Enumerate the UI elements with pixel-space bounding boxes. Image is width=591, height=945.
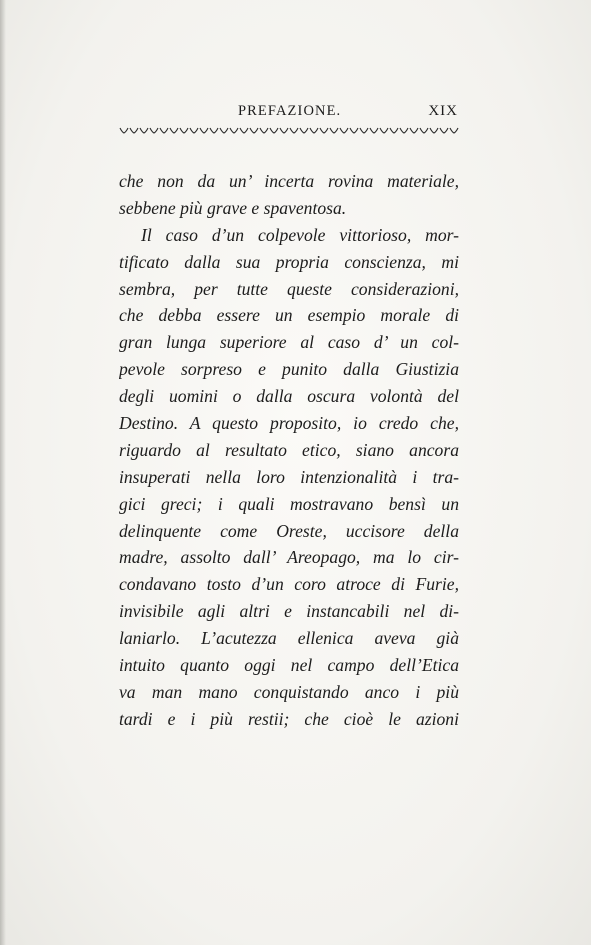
ornament-mark <box>330 128 338 133</box>
ornament-mark <box>380 128 388 133</box>
ornament-mark <box>180 128 188 133</box>
ornament-mark <box>320 128 328 133</box>
ornament-mark <box>450 128 458 133</box>
ornament-mark <box>360 128 368 133</box>
ornament-mark <box>420 128 428 133</box>
text-line: sembra, per tutte queste considerazioni, <box>119 278 459 299</box>
ornament-mark <box>170 128 178 133</box>
text-line: degli uomini o dalla oscura volontà del <box>119 386 459 407</box>
text-line: laniarlo. L’acutezza ellenica aveva già <box>119 628 459 649</box>
ornament-mark <box>440 128 448 133</box>
ornament-mark <box>280 128 288 133</box>
ornament-mark <box>210 128 218 133</box>
ornament-mark <box>220 128 228 133</box>
ornament-mark <box>290 128 298 133</box>
ornament-mark <box>300 128 308 133</box>
ornament-mark <box>350 128 358 133</box>
text-line: madre, assolto dall’ Areopago, ma lo cir- <box>119 547 459 568</box>
ornament-mark <box>200 128 208 133</box>
text-line: gici greci; i quali mostravano bensì un <box>119 493 459 514</box>
ornament-mark <box>430 128 438 133</box>
text-line: gran lunga superiore al caso d’ un col- <box>119 332 459 353</box>
page-header <box>118 103 460 123</box>
ornament-mark <box>120 128 128 133</box>
text-line: riguardo al resultato etico, siano ancora <box>119 439 459 460</box>
text-line: che debba essere un esempio morale di <box>119 305 459 326</box>
text-line: condavano tosto d’un coro atroce di Furie, <box>119 574 459 595</box>
ornament-mark <box>250 128 258 133</box>
ornament-mark <box>260 128 268 133</box>
ornament-mark <box>410 128 418 133</box>
ornament-mark <box>130 128 138 133</box>
text-line: Il caso d’un colpevole vittorioso, mor- <box>141 224 459 245</box>
page-edge-shadow <box>0 0 6 945</box>
ornament-mark <box>230 128 238 133</box>
running-title: PREFAZIONE. <box>238 103 342 119</box>
header-ornament-rule <box>118 126 460 136</box>
ornament-mark <box>390 128 398 133</box>
text-line: intuito quanto oggi nel campo dell’Etica <box>119 655 459 676</box>
ornament-mark <box>310 128 318 133</box>
text-line: va man mano conquistando anco i più <box>119 681 459 702</box>
text-line: tificato dalla sua propria conscienza, mi <box>119 251 459 272</box>
text-line: tardi e i più restii; che cioè le azioni <box>119 708 459 729</box>
text-line: sebbene più grave e spaventosa. <box>119 197 347 218</box>
ornament-mark <box>400 128 408 133</box>
text-line: pevole sorpreso e punito dalla Giustizia <box>119 359 459 380</box>
ornament-mark <box>240 128 248 133</box>
text-line: delinquente come Oreste, uccisore della <box>119 520 459 541</box>
ornament-mark <box>140 128 148 133</box>
text-line: che non da un’ incerta rovina materiale, <box>119 171 459 191</box>
body-text <box>119 168 459 733</box>
ornament-mark <box>340 128 348 133</box>
text-line: Destino. A questo proposito, io credo che, <box>119 413 459 434</box>
text-line: invisibile agli altri e instancabili nel di- <box>119 601 459 622</box>
page-number: XIX <box>428 103 458 119</box>
ornament-mark <box>270 128 278 133</box>
ornament-mark <box>190 128 198 133</box>
ornament-mark <box>160 128 168 133</box>
text-line: insuperati nella loro intenzionalità i tra- <box>119 466 459 487</box>
ornament-mark <box>370 128 378 133</box>
ornament-mark <box>150 128 158 133</box>
